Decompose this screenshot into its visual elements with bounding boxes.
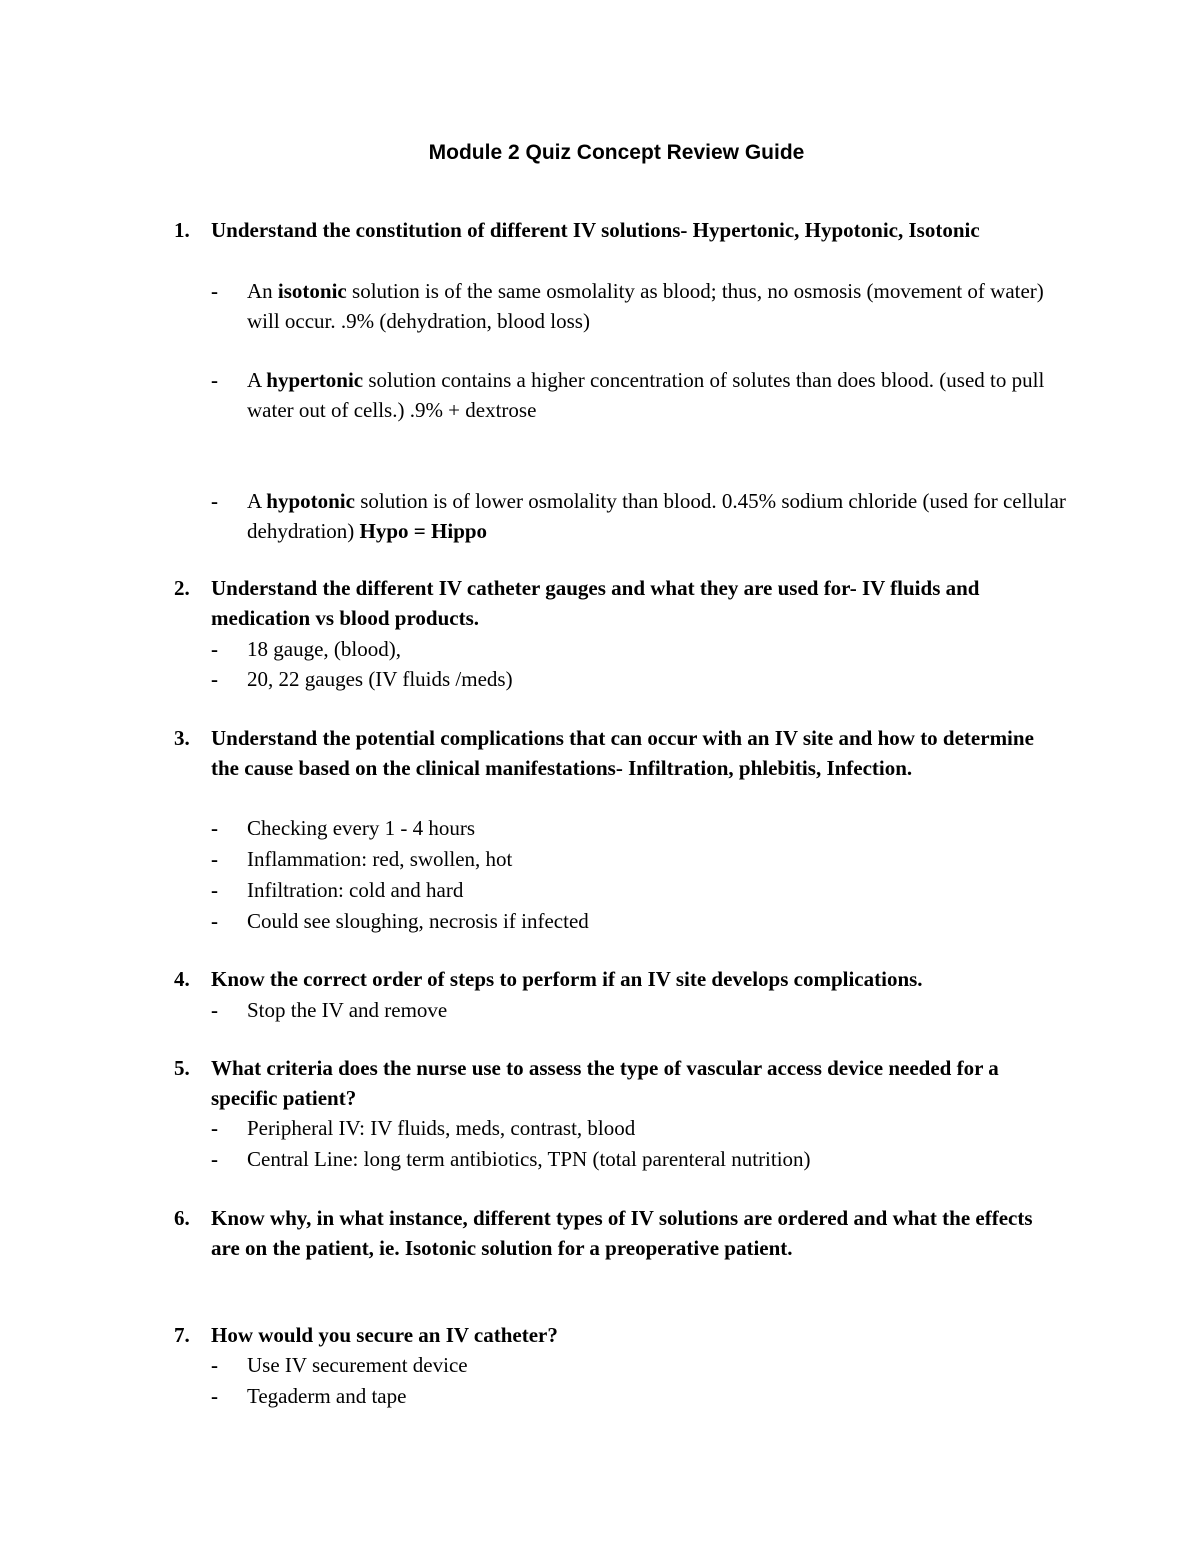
bullet-dash: - — [211, 279, 218, 303]
bullet-item — [211, 995, 1071, 1025]
bullet-dash: - — [211, 998, 218, 1022]
bullet-dash: - — [211, 878, 218, 902]
bullet-text: Tegaderm and tape — [247, 1384, 407, 1408]
question-number: 7. — [174, 1323, 190, 1347]
bullet-dash: - — [211, 489, 218, 513]
bullet-item — [211, 634, 1071, 664]
bullet-text: Inflammation: red, swollen, hot — [247, 847, 513, 871]
document-title: Module 2 Quiz Concept Review Guide — [428, 141, 805, 164]
bullet-item — [211, 1113, 1071, 1143]
bullet-item — [211, 664, 1071, 694]
bullet-dash: - — [211, 368, 218, 392]
question-number: 5. — [174, 1056, 190, 1080]
bullet-item — [211, 1350, 1071, 1380]
question-text: Understand the constitution of different IV solutions- Hypertonic, Hypotonic, Isotonic — [211, 218, 980, 242]
bullet-text: Stop the IV and remove — [247, 998, 448, 1022]
question-number: 6. — [174, 1206, 190, 1230]
bullet-item — [211, 365, 1071, 425]
bullet-dash: - — [211, 847, 218, 871]
bullet-dash: - — [211, 816, 218, 840]
term-hypertonic: hypertonic — [266, 368, 364, 392]
term-isotonic: isotonic — [277, 279, 347, 303]
question-text: Understand the potential complications that can occur with an IV site and how to determine the cause based on the clinical manifestations- Infiltration, phlebitis, Infection. — [211, 726, 1034, 780]
bullet-text: Checking every 1 - 4 hours — [247, 816, 476, 840]
bullet-text: A hypertonic solution contains a higher concentration of solutes than does blood. (used to pull water out of cells.) .9% + dextrose — [247, 368, 1045, 422]
question-text: Know why, in what instance, different types of IV solutions are ordered and what the effects are on the patient, ie. Isotonic solution for a preoperative patient. — [211, 1206, 1033, 1260]
question-3 — [174, 724, 1054, 783]
bullet-dash: - — [211, 637, 218, 661]
question-1 — [174, 216, 1054, 246]
term-hypotonic: hypotonic — [266, 489, 355, 513]
bullet-dash: - — [211, 1353, 218, 1377]
bullet-text: 18 gauge, (blood), — [247, 637, 401, 661]
bullet-dash: - — [211, 909, 218, 933]
bullet-text: Could see sloughing, necrosis if infected — [247, 909, 589, 933]
question-4 — [174, 965, 1054, 995]
mnemonic: Hypo = Hippo — [359, 519, 488, 543]
bullet-item — [211, 486, 1071, 546]
bullet-item — [211, 906, 1071, 936]
question-text: Know the correct order of steps to perform if an IV site develops complications. — [211, 967, 923, 991]
question-number: 4. — [174, 967, 190, 991]
question-number: 2. — [174, 576, 190, 600]
bullet-item — [211, 1381, 1071, 1411]
bullet-item — [211, 875, 1071, 905]
bullet-text: A hypotonic solution is of lower osmolality than blood. 0.45% sodium chloride (used for cellular dehydration) Hypo = Hippo — [247, 489, 1066, 543]
question-2 — [174, 574, 1054, 633]
bullet-dash: - — [211, 1384, 218, 1408]
bullet-item — [211, 1144, 1071, 1174]
bullet-text: 20, 22 gauges (IV fluids /meds) — [247, 667, 513, 691]
bullet-text: Central Line: long term antibiotics, TPN (total parenteral nutrition) — [247, 1147, 811, 1171]
bullet-text: An isotonic solution is of the same osmolality as blood; thus, no osmosis (movement of water) will occur. .9% (dehydration, blood loss) — [247, 279, 1044, 333]
bullet-item — [211, 276, 1071, 336]
question-number: 3. — [174, 726, 190, 750]
question-6 — [174, 1204, 1054, 1263]
question-text: Understand the different IV catheter gauges and what they are used for- IV fluids and medication vs blood products. — [211, 576, 980, 630]
question-5 — [174, 1054, 1054, 1113]
bullet-dash: - — [211, 1147, 218, 1171]
question-7 — [174, 1321, 1054, 1351]
bullet-text: Infiltration: cold and hard — [247, 878, 464, 902]
bullet-text: Peripheral IV: IV fluids, meds, contrast, blood — [247, 1116, 636, 1140]
question-text: What criteria does the nurse use to assess the type of vascular access device needed for a specific patient? — [211, 1056, 999, 1110]
bullet-dash: - — [211, 667, 218, 691]
bullet-item — [211, 813, 1071, 843]
question-number: 1. — [174, 218, 190, 242]
question-text: How would you secure an IV catheter? — [211, 1323, 558, 1347]
bullet-dash: - — [211, 1116, 218, 1140]
bullet-item — [211, 844, 1071, 874]
bullet-text: Use IV securement device — [247, 1353, 468, 1377]
